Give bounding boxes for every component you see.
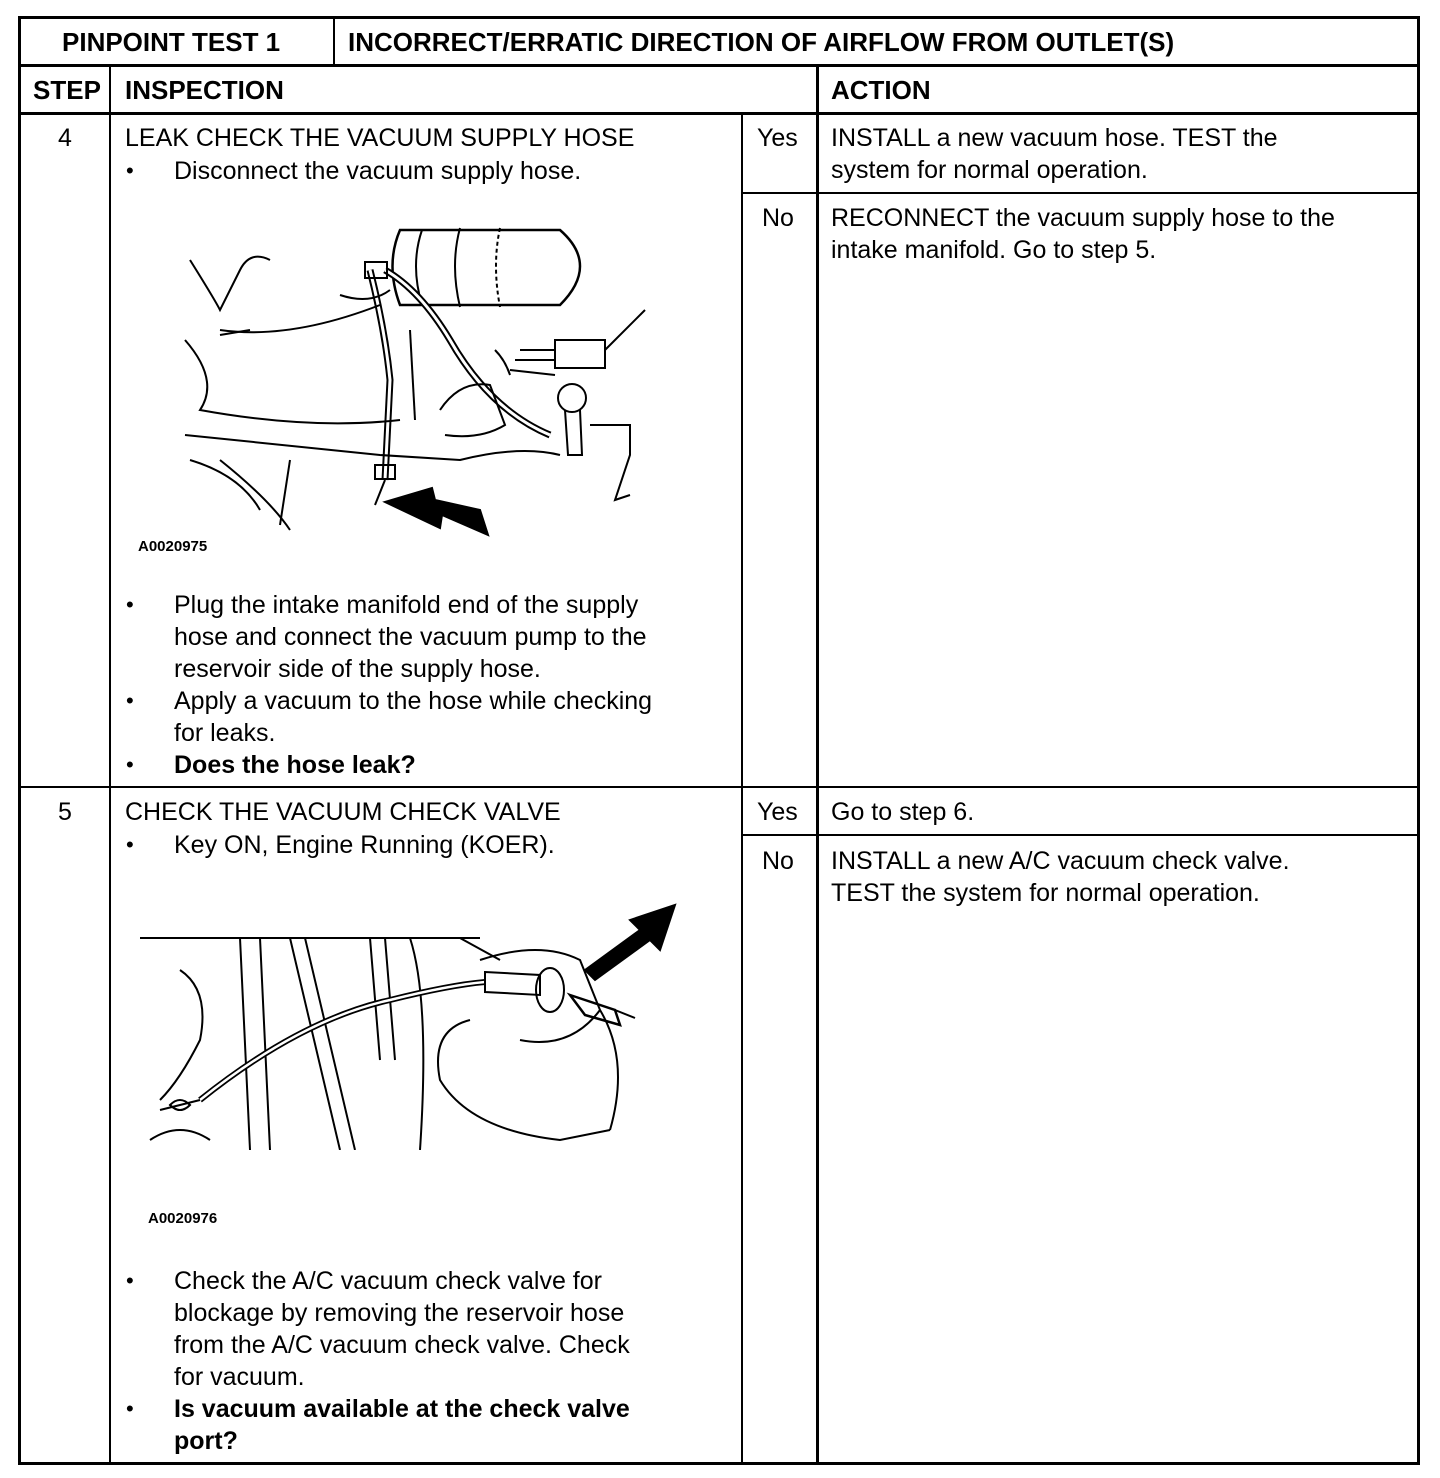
bullet-glyph: • [126, 592, 134, 617]
inspection-instruction: hose and connect the vacuum pump to the [174, 623, 647, 651]
bullet-glyph: • [126, 1396, 134, 1421]
step-number: 5 [58, 798, 72, 826]
inspection-instruction: Plug the intake manifold end of the supply [174, 591, 639, 619]
bullet-glyph: • [126, 752, 134, 777]
step-title: CHECK THE VACUUM CHECK VALVE [125, 798, 561, 826]
inspection-instruction: Key ON, Engine Running (KOER). [174, 831, 555, 859]
step-number: 4 [58, 124, 72, 152]
column-header-action: ACTION [831, 75, 931, 105]
inspection-instruction: Disconnect the vacuum supply hose. [174, 157, 582, 185]
figure-code: A0020976 [148, 1210, 218, 1227]
bullet-glyph: • [126, 688, 134, 713]
inspection-instruction: Apply a vacuum to the hose while checking [174, 687, 653, 715]
vacuum-check-valve-illustration [140, 900, 680, 1150]
bullet-glyph: • [126, 158, 134, 183]
inspection-instruction: from the A/C vacuum check valve. Check [174, 1331, 630, 1359]
inspection-instruction: Check the A/C vacuum check valve for [174, 1267, 602, 1295]
pinpoint-test-title: INCORRECT/ERRATIC DIRECTION OF AIRFLOW FROM OUTLET(S) [348, 27, 1175, 57]
no-action: intake manifold. Go to step 5. [831, 236, 1157, 264]
inspection-instruction: reservoir side of the supply hose. [174, 655, 541, 683]
inspection-instruction: for leaks. [174, 719, 276, 747]
yes-label: Yes [757, 798, 798, 826]
column-header-step: STEP [33, 75, 101, 105]
column-header-inspection: INSPECTION [125, 75, 284, 105]
pinpoint-test-label: PINPOINT TEST 1 [62, 27, 281, 57]
yes-action: INSTALL a new vacuum hose. TEST the [831, 124, 1278, 152]
no-label: No [762, 204, 794, 232]
bullet-glyph: • [126, 1268, 134, 1293]
inspection-question: port? [174, 1427, 238, 1455]
no-action: RECONNECT the vacuum supply hose to the [831, 204, 1335, 232]
inspection-question: Does the hose leak? [174, 751, 416, 779]
inspection-question: Is vacuum available at the check valve [174, 1395, 630, 1423]
step-title: LEAK CHECK THE VACUUM SUPPLY HOSE [125, 124, 635, 152]
yes-action: system for normal operation. [831, 156, 1148, 184]
bullet-glyph: • [126, 832, 134, 857]
vacuum-supply-hose-illustration [160, 210, 680, 550]
figure-code: A0020975 [138, 538, 208, 555]
yes-action: Go to step 6. [831, 798, 975, 826]
no-action: TEST the system for normal operation. [831, 879, 1260, 907]
yes-label: Yes [757, 124, 798, 152]
inspection-instruction: for vacuum. [174, 1363, 305, 1391]
inspection-instruction: blockage by removing the reservoir hose [174, 1299, 625, 1327]
no-action: INSTALL a new A/C vacuum check valve. [831, 847, 1290, 875]
no-label: No [762, 847, 794, 875]
